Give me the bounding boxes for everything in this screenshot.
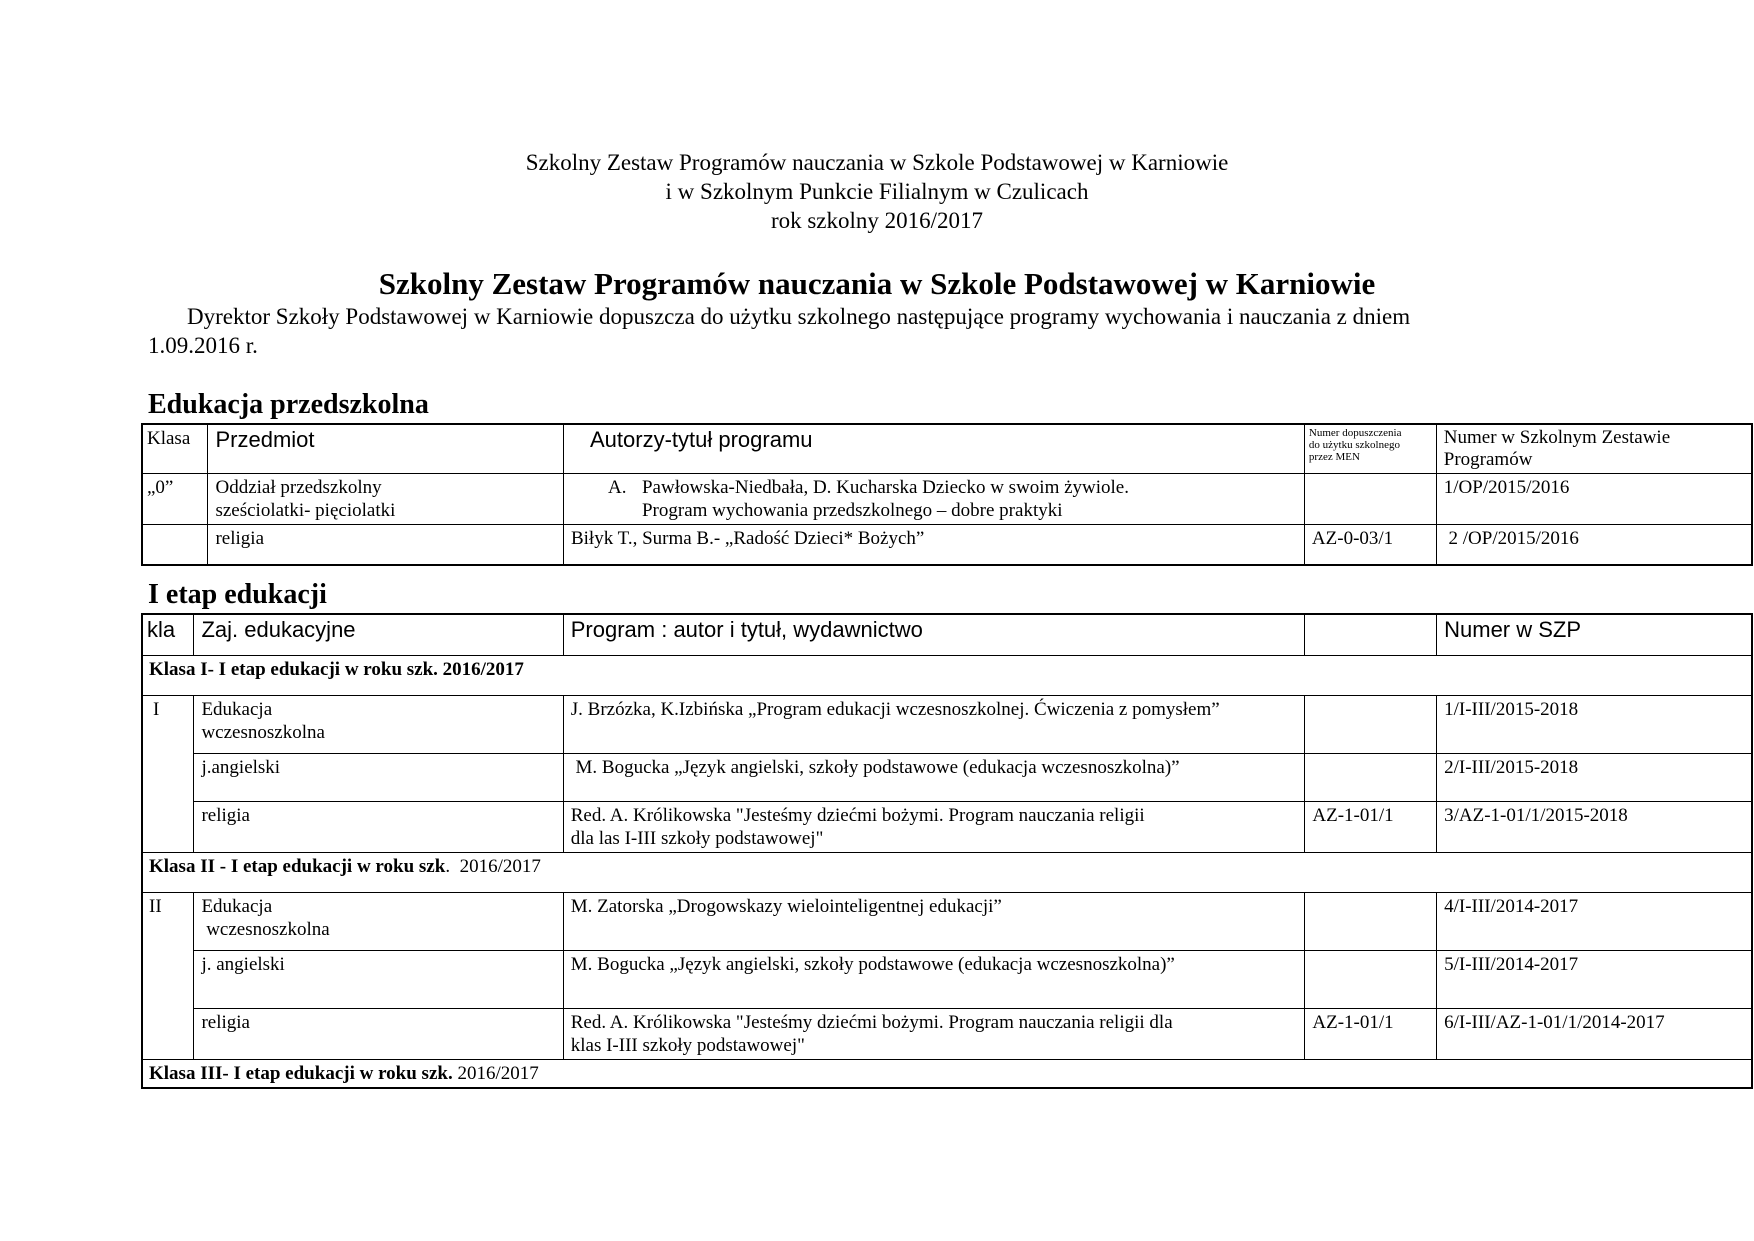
list-marker: A. (607, 477, 627, 498)
header-line-2: i w Szkolnym Punkcie Filialnym w Czulicach (665, 179, 1089, 204)
cell-klasa: „0” (142, 474, 208, 525)
table-row (142, 1008, 1752, 1059)
cell-men: AZ-1-01/1 (1305, 801, 1437, 852)
group-header-row (142, 1059, 1752, 1088)
cell-program (563, 1008, 1305, 1059)
header-numer-szp-line: Programów (1443, 449, 1533, 470)
table-row (142, 474, 1752, 525)
cell-zajecia (194, 695, 563, 753)
document-header (0, 148, 1754, 235)
cell-szp: 4/I-III/2014-2017 (1437, 892, 1752, 950)
cell-line: Pawłowska-Niedbała, D. Kucharska Dziecko w swoim żywiole. (641, 477, 1129, 498)
group-label-bold: Klasa II - I etap edukacji w roku szk (149, 855, 446, 877)
cell-line: sześciolatki- pięciolatki (215, 500, 396, 521)
cell-line: Oddział przedszkolny (215, 477, 382, 498)
cell-line: wczesnoszkolna (201, 721, 325, 743)
header-numer-szp (1436, 424, 1752, 474)
preschool-table (141, 423, 1753, 566)
cell-men: AZ-0-03/1 (1304, 525, 1436, 565)
header-line-3: rok szkolny 2016/2017 (770, 208, 984, 233)
cell-program: M. Bogucka „Język angielski, szkoły podstawowe (edukacja wczesnoszkolna)” (563, 753, 1305, 801)
cell-line: Red. A. Królikowska "Jesteśmy dziećmi bożymi. Program nauczania religii (570, 804, 1145, 826)
cell-men (1304, 474, 1436, 525)
table-header-row (142, 424, 1752, 474)
cell-zajecia: religia (194, 1008, 563, 1059)
group-label (142, 655, 1752, 695)
cell-szp: 5/I-III/2014-2017 (1437, 950, 1752, 1008)
cell-zajecia: j. angielski (194, 950, 563, 1008)
header-klasa: Klasa (142, 424, 208, 474)
cell-przedmiot: religia (208, 525, 564, 565)
cell-szp: 2/I-III/2015-2018 (1437, 753, 1752, 801)
cell-szp: 2 /OP/2015/2016 (1436, 525, 1752, 565)
header-numer-men-line: do użytku szkolnego (1308, 439, 1400, 451)
table-row (142, 525, 1752, 565)
intro-line-2: 1.09.2016 r. (148, 333, 258, 358)
header-zajecia: Zaj. edukacyjne (194, 614, 563, 655)
cell-szp: 1/I-III/2015-2018 (1437, 695, 1752, 753)
group-label-bold: Klasa III- I etap edukacji w roku szk. (149, 1062, 453, 1084)
section-title-stage1: I etap edukacji (148, 579, 327, 610)
header-autorzy: Autorzy-tytuł programu (563, 424, 1304, 474)
table-row (142, 695, 1752, 753)
cell-program (563, 695, 1305, 753)
header-numer-szp-line: Numer w Szkolnym Zestawie (1443, 427, 1671, 448)
page-title: Szkolny Zestaw Programów nauczania w Szkole Podstawowej w Karniowie (378, 266, 1376, 301)
cell-program (563, 801, 1305, 852)
cell-program (563, 474, 1304, 525)
cell-szp: 6/I-III/AZ-1-01/1/2014-2017 (1437, 1008, 1752, 1059)
table-row (142, 801, 1752, 852)
header-line-1: Szkolny Zestaw Programów nauczania w Szkole Podstawowej w Karniowie (525, 150, 1229, 175)
group-label (142, 1059, 1752, 1088)
cell-klasa: I (142, 695, 194, 852)
cell-szp: 1/OP/2015/2016 (1436, 474, 1752, 525)
intro-paragraph (148, 302, 1548, 360)
cell-szp: 3/AZ-1-01/1/2015-2018 (1437, 801, 1752, 852)
group-label (142, 852, 1752, 892)
header-numer-men (1304, 424, 1436, 474)
header-klasa: kla (142, 614, 194, 655)
header-numer-men-line: Numer dopuszczenia (1308, 427, 1402, 439)
group-label-normal: 2016/2017 (452, 1062, 539, 1084)
cell-klasa (142, 525, 208, 565)
cell-line: J. Brzózka, K.Izbińska „Program edukacji wczesnoszkolnej. Ćwiczenia z pomysłem” (570, 698, 1220, 720)
group-label-bold: Klasa I- I etap edukacji w roku szk. 2016/2017 (149, 658, 524, 680)
cell-zajecia (194, 892, 563, 950)
cell-program (563, 892, 1305, 950)
table-row (142, 950, 1752, 1008)
group-header-row (142, 655, 1752, 695)
cell-men (1305, 950, 1437, 1008)
group-header-row (142, 852, 1752, 892)
table-header-row (142, 614, 1752, 655)
cell-zajecia: religia (194, 801, 563, 852)
stage1-table (141, 613, 1753, 1089)
cell-program: Biłyk T., Surma B.- „Radość Dzieci* Bożych” (563, 525, 1304, 565)
header-przedmiot: Przedmiot (208, 424, 564, 474)
header-program: Program : autor i tytuł, wydawnictwo (563, 614, 1305, 655)
intro-line-1: Dyrektor Szkoły Podstawowej w Karniowie dopuszcza do użytku szkolnego następujące programy wychowania i nauczania z dniem (187, 304, 1411, 329)
cell-men: AZ-1-01/1 (1305, 1008, 1437, 1059)
cell-line: Program wychowania przedszkolnego – dobre praktyki (641, 500, 1063, 521)
table-row (142, 753, 1752, 801)
group-label-normal: . 2016/2017 (445, 855, 541, 877)
cell-line: wczesnoszkolna (201, 918, 330, 940)
header-szp: Numer w SZP (1437, 614, 1752, 655)
cell-line: klas I-III szkoły podstawowej" (570, 1034, 805, 1056)
header-numer-men-line: przez MEN (1308, 451, 1360, 463)
header-men (1305, 614, 1437, 655)
table-row (142, 892, 1752, 950)
cell-line: dla las I-III szkoły podstawowej" (570, 827, 824, 849)
cell-line: Edukacja (201, 698, 273, 720)
cell-men (1305, 753, 1437, 801)
cell-line: Red. A. Królikowska "Jesteśmy dziećmi bożymi. Program nauczania religii dla (570, 1011, 1173, 1033)
cell-men (1305, 892, 1437, 950)
cell-program: M. Bogucka „Język angielski, szkoły podstawowe (edukacja wczesnoszkolna)” (563, 950, 1305, 1008)
list-item (608, 476, 1297, 499)
cell-line: M. Zatorska „Drogowskazy wielointeligentnej edukacji” (570, 895, 1002, 917)
cell-line: Edukacja (201, 895, 273, 917)
cell-men (1305, 695, 1437, 753)
cell-zajecia: j.angielski (194, 753, 563, 801)
cell-przedmiot (208, 474, 564, 525)
cell-klasa: II (142, 892, 194, 1059)
section-title-preschool: Edukacja przedszkolna (148, 389, 429, 420)
